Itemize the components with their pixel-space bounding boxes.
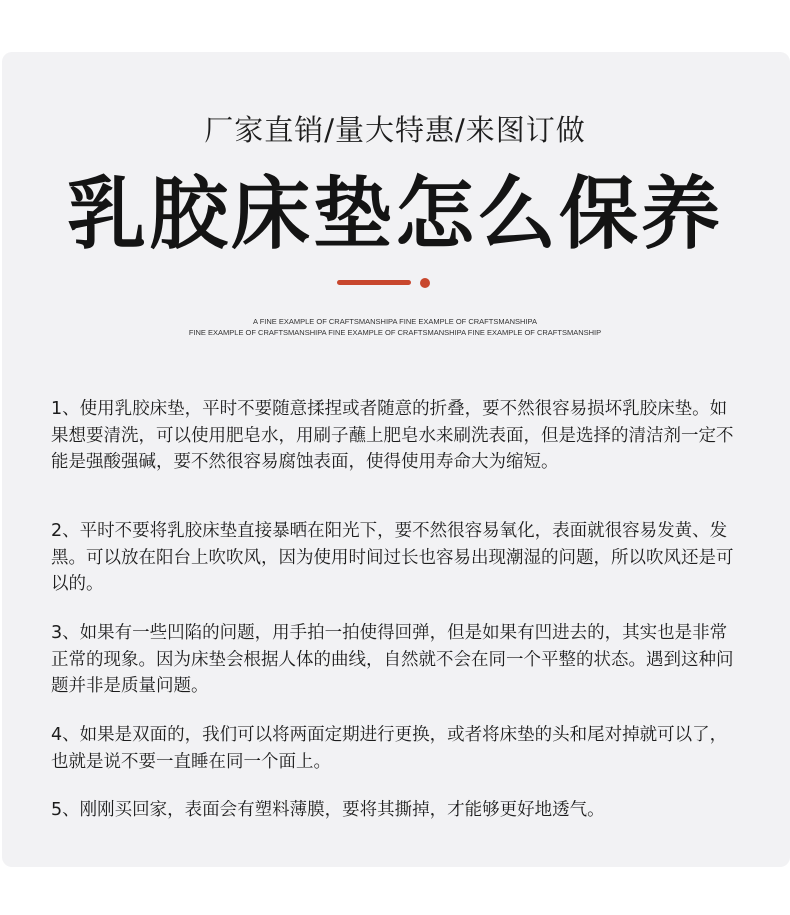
tagline-line-1: A FINE EXAMPLE OF CRAFTSMANSHIPA FINE EXAMPLE OF CRAFTSMANSHIPA xyxy=(253,317,537,326)
care-tip-5: 5、刚刚买回家，表面会有塑料薄膜，要将其撕掉，才能够更好地透气。 xyxy=(51,800,605,820)
title-divider xyxy=(337,278,437,288)
care-tip-1: 1、使用乳胶床垫，平时不要随意揉捏或者随意的折叠，要不然很容易损坏乳胶床垫。如果想要清洗，可以使用肥皂水，用刷子蘸上肥皂水来刷洗表面，但是选择的清洁剂一定不能是强酸强碱，要不然很容易腐蚀表面，使得使用寿命大为缩短。 xyxy=(51,399,734,472)
care-tip-3: 3、如果有一些凹陷的问题，用手拍一拍使得回弹，但是如果有凹进去的，其实也是非常正常的现象。因为床垫会根据人体的曲线，自然就不会在同一个平整的状态。遇到这种问题并非是质量问题。 xyxy=(51,623,734,696)
care-tip-4: 4、如果是双面的，我们可以将两面定期进行更换，或者将床垫的头和尾对掉就可以了，也就是说不要一直睡在同一个面上。 xyxy=(51,725,728,772)
page-title: 乳胶床垫怎么保养 xyxy=(67,168,723,260)
tagline-line-2: FINE EXAMPLE OF CRAFTSMANSHIPA FINE EXAMPLE OF CRAFTSMANSHIPA FINE EXAMPLE OF CRAFTSMANSHIP xyxy=(188,328,602,337)
page-subtitle: 厂家直销/量大特惠/来图订做 xyxy=(204,113,586,147)
care-tip-2: 2、平时不要将乳胶床垫直接暴晒在阳光下，要不然很容易氧化，表面就很容易发黄、发黑。可以放在阳台上吹吹风，因为使用时间过长也容易出现潮湿的问题，所以吹风还是可以的。 xyxy=(51,521,734,594)
divider-dot xyxy=(420,278,430,288)
divider-bar xyxy=(337,280,411,285)
